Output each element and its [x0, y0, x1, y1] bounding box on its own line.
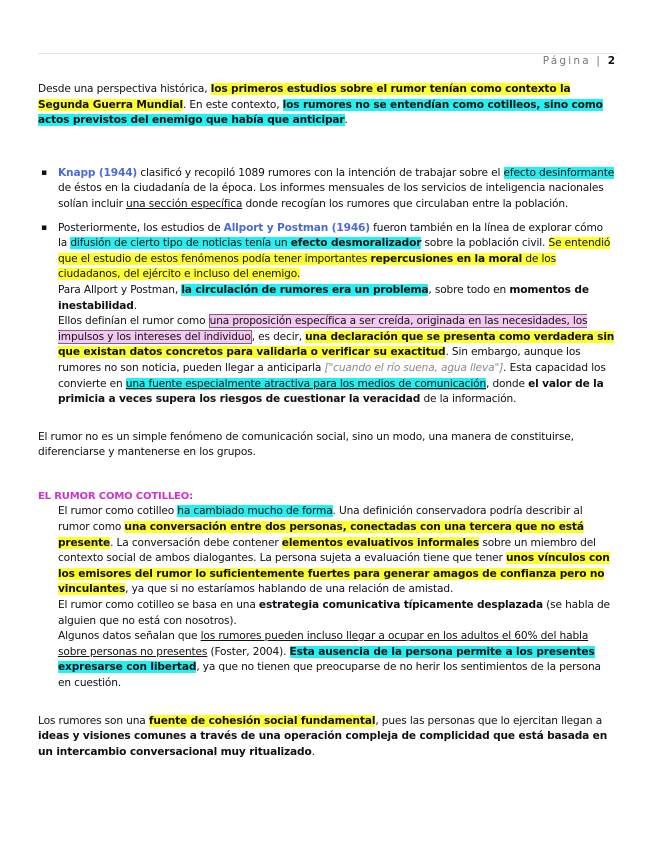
text: , ya que no tienen que preocuparse de no herir los sentimientos de la persona en cuestión.	[58, 661, 601, 689]
highlight: efecto desmoralizador	[290, 237, 422, 250]
quote: ["cuando el río suena, agua lleva"]	[324, 361, 504, 374]
text: sobre un miembro del contexto social de ambos dialogantes. La persona sujeta a evaluación tiene que tener	[58, 536, 596, 565]
text: . Sin embargo, aunque los rumores no son noticia, pueden llegar a anticiparla	[58, 346, 581, 374]
highlight: difusión de cierto tipo de noticias tenía un	[70, 237, 291, 250]
highlight: unos vínculos con los emisores del rumor lo suficientemente fuertes para generar amagos de confianza pero no vinculantes	[58, 552, 610, 596]
highlight: efecto desinformante	[503, 166, 615, 179]
section-heading: EL RUMOR COMO COTILLEO:	[38, 490, 193, 502]
highlight: una declaración que se presenta como verdadera sin que existan datos concretos para validarla o verificar su exactitud	[58, 330, 615, 359]
text: clasificó y recopiló 1089 rumores con la intención de trabajar sobre el	[137, 166, 504, 179]
highlight: la circulación de rumores era un problema	[181, 283, 429, 296]
text: .	[311, 745, 315, 758]
text: Algunos datos señalan que	[58, 630, 201, 643]
bullet-list	[38, 166, 615, 408]
highlight: Se entendió que el estudio de estos fenómenos podía tener importantes	[58, 237, 611, 265]
text: . Esta capacidad los convierte en	[58, 361, 606, 390]
text: donde recogían los rumores que circulaban entre la población.	[242, 197, 569, 210]
highlight: repercusiones en la moral	[370, 252, 523, 265]
text: Los rumores son una	[38, 714, 149, 727]
bullet-icon: ▪	[41, 167, 47, 178]
closing-paragraph	[38, 714, 615, 761]
author-citation: Allport y Postman (1946)	[223, 221, 370, 234]
text: Desde una perspectiva histórica,	[38, 83, 211, 95]
text: , pues las personas que lo ejercitan llegan a	[375, 714, 603, 727]
bold-text: el valor de la primicia a veces supera los riesgos de cuestionar la veracidad	[58, 377, 604, 406]
section-paragraph	[58, 504, 615, 598]
document-body	[38, 82, 615, 760]
underlined-text: los rumores pueden incluso llegar a ocupar en los adultos el 60% del habla sobre personas no presentes	[58, 630, 589, 658]
highlight: fuente de cohesión social fundamental	[148, 714, 376, 727]
highlight: una conversación entre dos personas, conectadas con una tercera que no está presente	[58, 521, 584, 549]
text: de éstos en la ciudadanía de la época. Los informes mensuales de los servicios de inteligencia nacionales solían incluir	[58, 182, 604, 210]
page-number	[543, 55, 615, 67]
section-body	[38, 504, 615, 691]
highlight: los rumores no se entendían como cotilleos, sino como actos previstos del enemigo que había que anticipar	[38, 98, 603, 127]
text: , ya que si no estaríamos hablando de una relación de amistad.	[125, 583, 454, 596]
list-item	[41, 166, 615, 213]
header-rule	[38, 53, 617, 54]
text: Para Allport y Postman,	[58, 283, 182, 296]
section-paragraph	[58, 629, 615, 691]
highlight: Esta ausencia de la persona permite a los presentes expresarse con libertad	[58, 645, 595, 674]
bold-text: momentos de inestabilidad	[58, 283, 589, 312]
text: (Foster, 2004).	[207, 645, 290, 658]
highlight: de los ciudadanos, del ejército e incluso del enemigo.	[58, 252, 557, 281]
section-paragraph	[58, 598, 615, 629]
text: .	[344, 114, 348, 127]
text: . La conversación debe contener	[110, 536, 282, 549]
text: El rumor como cotilleo	[58, 505, 178, 518]
text: Posteriormente, los estudios de	[58, 221, 224, 234]
text: , donde	[486, 377, 529, 390]
text: sobre la población civil.	[421, 237, 549, 250]
intro-paragraph	[38, 82, 615, 129]
bullet-paragraph	[58, 283, 615, 314]
page-number-value: 2	[607, 55, 615, 67]
underlined-text: una sección específica	[126, 197, 243, 210]
highlight: ha cambiado mucho de forma	[177, 505, 333, 518]
bullet-icon: ▪	[41, 222, 47, 233]
bullet-paragraph	[58, 221, 615, 283]
text: fueron también en la línea de explorar cómo la	[58, 221, 604, 250]
bold-text: ideas y visiones comunes a través de una operación compleja de complicidad que está basada en un intercambio conversacional muy ritualizado	[38, 730, 608, 758]
list-item	[41, 221, 615, 408]
text: El rumor como cotilleo se basa en una	[58, 599, 259, 612]
text: Ellos definían el rumor como	[58, 315, 209, 328]
text: .	[133, 299, 137, 312]
author-citation: Knapp (1944)	[58, 166, 138, 179]
highlight: una fuente especialmente atractiva para los medios de comunicación	[125, 377, 487, 390]
page-label: Página |	[542, 55, 603, 67]
text: , es decir,	[251, 330, 306, 343]
summary-paragraph: El rumor no es un simple fenómeno de comunicación social, sino un modo, una manera de constituirse, diferenciarse y mantenerse en los grupos.	[38, 430, 574, 459]
highlight: elementos evaluativos informales	[281, 536, 480, 549]
text: . En este contexto,	[182, 98, 283, 111]
text: de la información.	[420, 393, 517, 406]
text: . Una definición conservadora podría describir al rumor como	[58, 505, 583, 534]
bullet-paragraph	[58, 314, 615, 408]
text: (se habla de alguien que no está con nosotros).	[58, 599, 610, 627]
boxed-definition: una proposición específica a ser creída, originada en las necesidades, los impulsos y los intereses del individuo	[58, 315, 588, 343]
text: , sobre todo en	[428, 283, 510, 296]
bold-text: estrategia comunicativa típicamente desplazada	[258, 599, 543, 612]
highlight: los primeros estudios sobre el rumor tenían como contexto la Segunda Guerra Mundial	[38, 83, 571, 111]
